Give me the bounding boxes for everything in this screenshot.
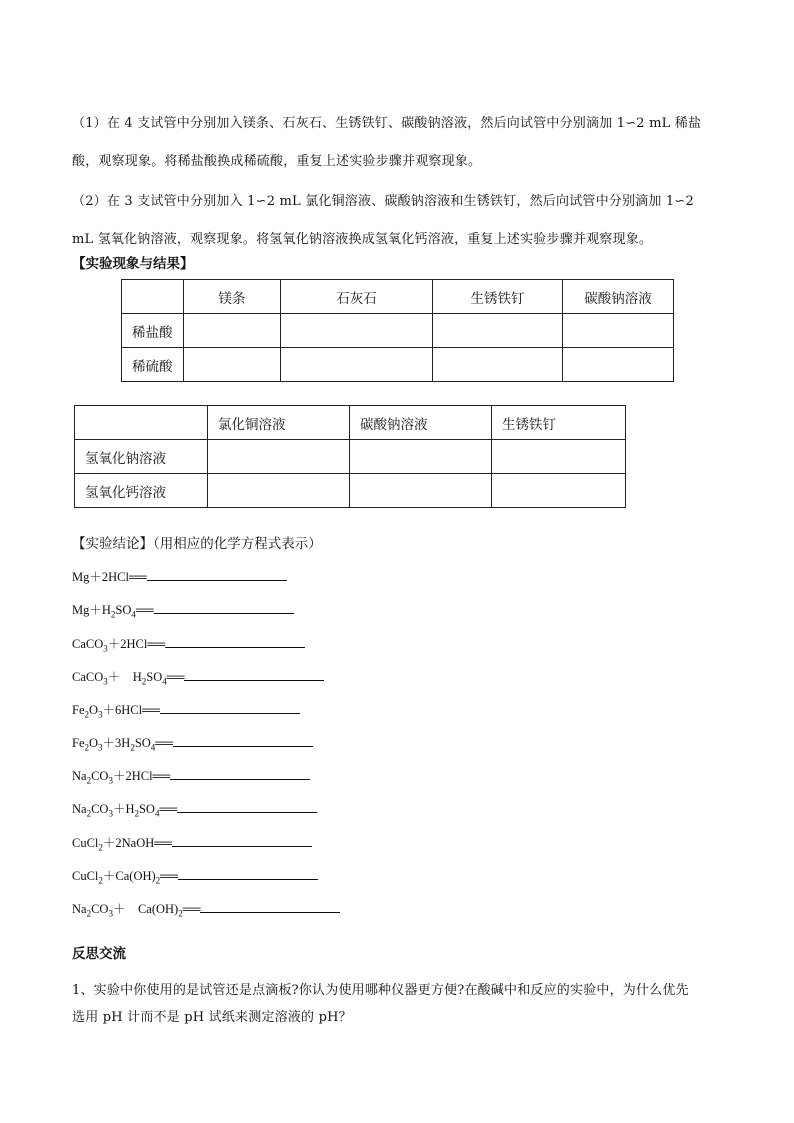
table-header-cell: 生锈铁钉 [492, 406, 626, 440]
subscript: 2 [84, 709, 89, 720]
table-cell[interactable] [281, 314, 433, 348]
equation-text: ══ [155, 736, 174, 750]
equation-text: ══ [166, 670, 185, 684]
conclusion-heading: 【实验结论】（用相应的化学方程式表示） [72, 536, 322, 552]
equation-text: ══ [160, 869, 178, 883]
table-cell[interactable] [492, 474, 626, 508]
subscript: 4 [150, 742, 156, 753]
equation-4 [72, 667, 324, 687]
table-header-cell: 碳酸钠溶液 [350, 406, 492, 440]
subscript: 3 [108, 808, 113, 819]
table-header-row [122, 280, 674, 314]
table-row [122, 314, 674, 348]
subscript: 2 [130, 742, 135, 753]
equation-text: SO [134, 736, 151, 750]
answer-blank[interactable] [170, 767, 310, 780]
equation-text: ＋Ca(OH) [102, 869, 156, 883]
subscript: 3 [108, 908, 113, 919]
subscript: 4 [131, 609, 136, 620]
equation-text: O [89, 703, 99, 717]
equation-text: Mg＋H [72, 603, 111, 617]
table-header-cell: 碳酸钠溶液 [563, 280, 674, 314]
row-label: 氢氧化钠溶液 [75, 440, 208, 474]
table-header-cell: 镁条 [184, 280, 281, 314]
equation-text: ══ [159, 802, 178, 816]
base-results-table [74, 405, 626, 508]
table-header-cell [75, 406, 208, 440]
subscript: 4 [162, 676, 167, 687]
equation-text: ＋H [112, 802, 135, 816]
equation-text: SO [115, 603, 132, 617]
subscript: 4 [154, 808, 160, 819]
equation-text: CO [91, 802, 109, 816]
table-header-cell [122, 280, 184, 314]
subscript: 3 [98, 742, 103, 753]
equation-text: SO [146, 670, 163, 684]
equation-text: O [89, 736, 99, 750]
acid-results-table [121, 279, 674, 382]
equation-11 [72, 899, 340, 919]
equation-text: Mg＋2HCl══ [72, 570, 147, 584]
table-row [75, 474, 626, 508]
equation-text: CuCl [72, 836, 99, 850]
equation-3 [72, 634, 305, 654]
subscript: 3 [103, 676, 108, 687]
subscript: 2 [86, 908, 92, 919]
equation-10 [72, 866, 318, 886]
equation-text: CaCO [72, 637, 104, 651]
subscript: 2 [141, 676, 147, 687]
table-row [122, 348, 674, 382]
answer-blank[interactable] [165, 635, 305, 648]
subscript: 2 [178, 908, 183, 919]
table-cell[interactable] [208, 440, 350, 474]
equation-text: ＋2HCl══ [112, 769, 171, 783]
procedure-step2-line2: mL 氢氧化钠溶液，观察现象。将氢氧化钠溶液换成氢氧化钙溶液，重复上述实验步骤并观察现象。 [72, 232, 653, 247]
equation-text: Fe [72, 736, 85, 750]
results-heading: 【实验现象与结果】 [72, 256, 194, 272]
equation-6 [72, 733, 313, 753]
table-cell[interactable] [350, 440, 492, 474]
subscript: 3 [108, 775, 113, 786]
question-1-line1: 1、实验中你使用的是试管还是点滴板?你认为使用哪种仪器更方便?在酸碱中和反应的实验中，为什么优先 [72, 983, 689, 998]
answer-blank[interactable] [160, 701, 300, 714]
table-cell[interactable] [281, 348, 433, 382]
equation-text: ══ [135, 603, 154, 617]
equation-9 [72, 833, 312, 853]
equation-8 [72, 799, 317, 819]
equation-7 [72, 766, 310, 786]
subscript: 2 [98, 842, 103, 853]
equation-5 [72, 700, 300, 720]
subscript: 2 [98, 875, 103, 886]
equation-text: CO [91, 902, 109, 916]
table-header-cell: 石灰石 [281, 280, 433, 314]
table-cell[interactable] [350, 474, 492, 508]
row-label: 氢氧化钙溶液 [75, 474, 208, 508]
equation-text: Fe [72, 703, 85, 717]
subscript: 2 [84, 742, 89, 753]
answer-blank[interactable] [200, 900, 340, 913]
answer-blank[interactable] [172, 834, 312, 847]
equation-text: CaCO [72, 670, 104, 684]
equation-text: SO [138, 802, 155, 816]
equation-text: Na [72, 769, 87, 783]
table-row [75, 440, 626, 474]
equation-1 [72, 567, 287, 585]
equation-text: ══ [182, 902, 201, 916]
equation-2 [72, 600, 294, 620]
table-cell[interactable] [208, 474, 350, 508]
equation-text: Na [72, 802, 87, 816]
table-cell[interactable] [563, 348, 674, 382]
equation-text: CO [91, 769, 109, 783]
row-label: 稀硫酸 [122, 348, 184, 382]
table-cell[interactable] [184, 348, 281, 382]
subscript: 2 [155, 875, 161, 886]
subscript: 2 [110, 609, 116, 620]
answer-blank[interactable] [154, 601, 294, 614]
table-cell[interactable] [184, 314, 281, 348]
subscript: 2 [86, 808, 92, 819]
table-cell[interactable] [492, 440, 626, 474]
procedure-step1-line2: 酸，观察现象。将稀盐酸换成稀硫酸，重复上述实验步骤并观察现象。 [72, 154, 482, 169]
answer-blank[interactable] [173, 734, 313, 747]
subscript: 3 [103, 643, 108, 654]
subscript: 2 [134, 808, 139, 819]
equation-text: ＋ Ca(OH) [112, 902, 179, 916]
table-cell[interactable] [433, 314, 563, 348]
table-cell[interactable] [433, 348, 563, 382]
table-cell[interactable] [563, 314, 674, 348]
equation-text: ＋2NaOH══ [102, 836, 172, 850]
answer-blank[interactable] [147, 568, 287, 581]
equation-text: ＋6HCl══ [102, 703, 160, 717]
row-label: 稀盐酸 [122, 314, 184, 348]
equation-text: ＋ H [107, 670, 142, 684]
table-header-row [75, 406, 626, 440]
procedure-step2-line1: （2）在 3 支试管中分别加入 1∽2 mL 氯化铜溶液、碳酸钠溶液和生锈铁钉，然后向试管中分别滴加 1∽2 [72, 194, 694, 209]
equation-text: Na [72, 902, 87, 916]
subscript: 2 [86, 775, 92, 786]
question-1-line2: 选用 pH 计而不是 pH 试纸来测定溶液的 pH？ [72, 1010, 352, 1025]
equation-text: CuCl [72, 869, 99, 883]
answer-blank[interactable] [184, 668, 324, 681]
reflection-heading: 反思交流 [72, 946, 126, 962]
equation-text: ＋3H [102, 736, 131, 750]
procedure-step1-line1: （1）在 4 支试管中分别加入镁条、石灰石、生锈铁钉、碳酸钠溶液，然后向试管中分别滴加 1∽2 mL 稀盐 [72, 116, 702, 131]
equation-text: ＋2HCl══ [107, 637, 166, 651]
answer-blank[interactable] [178, 867, 318, 880]
table-header-cell: 氯化铜溶液 [208, 406, 350, 440]
subscript: 3 [98, 709, 103, 720]
answer-blank[interactable] [177, 800, 317, 813]
table-header-cell: 生锈铁钉 [433, 280, 563, 314]
